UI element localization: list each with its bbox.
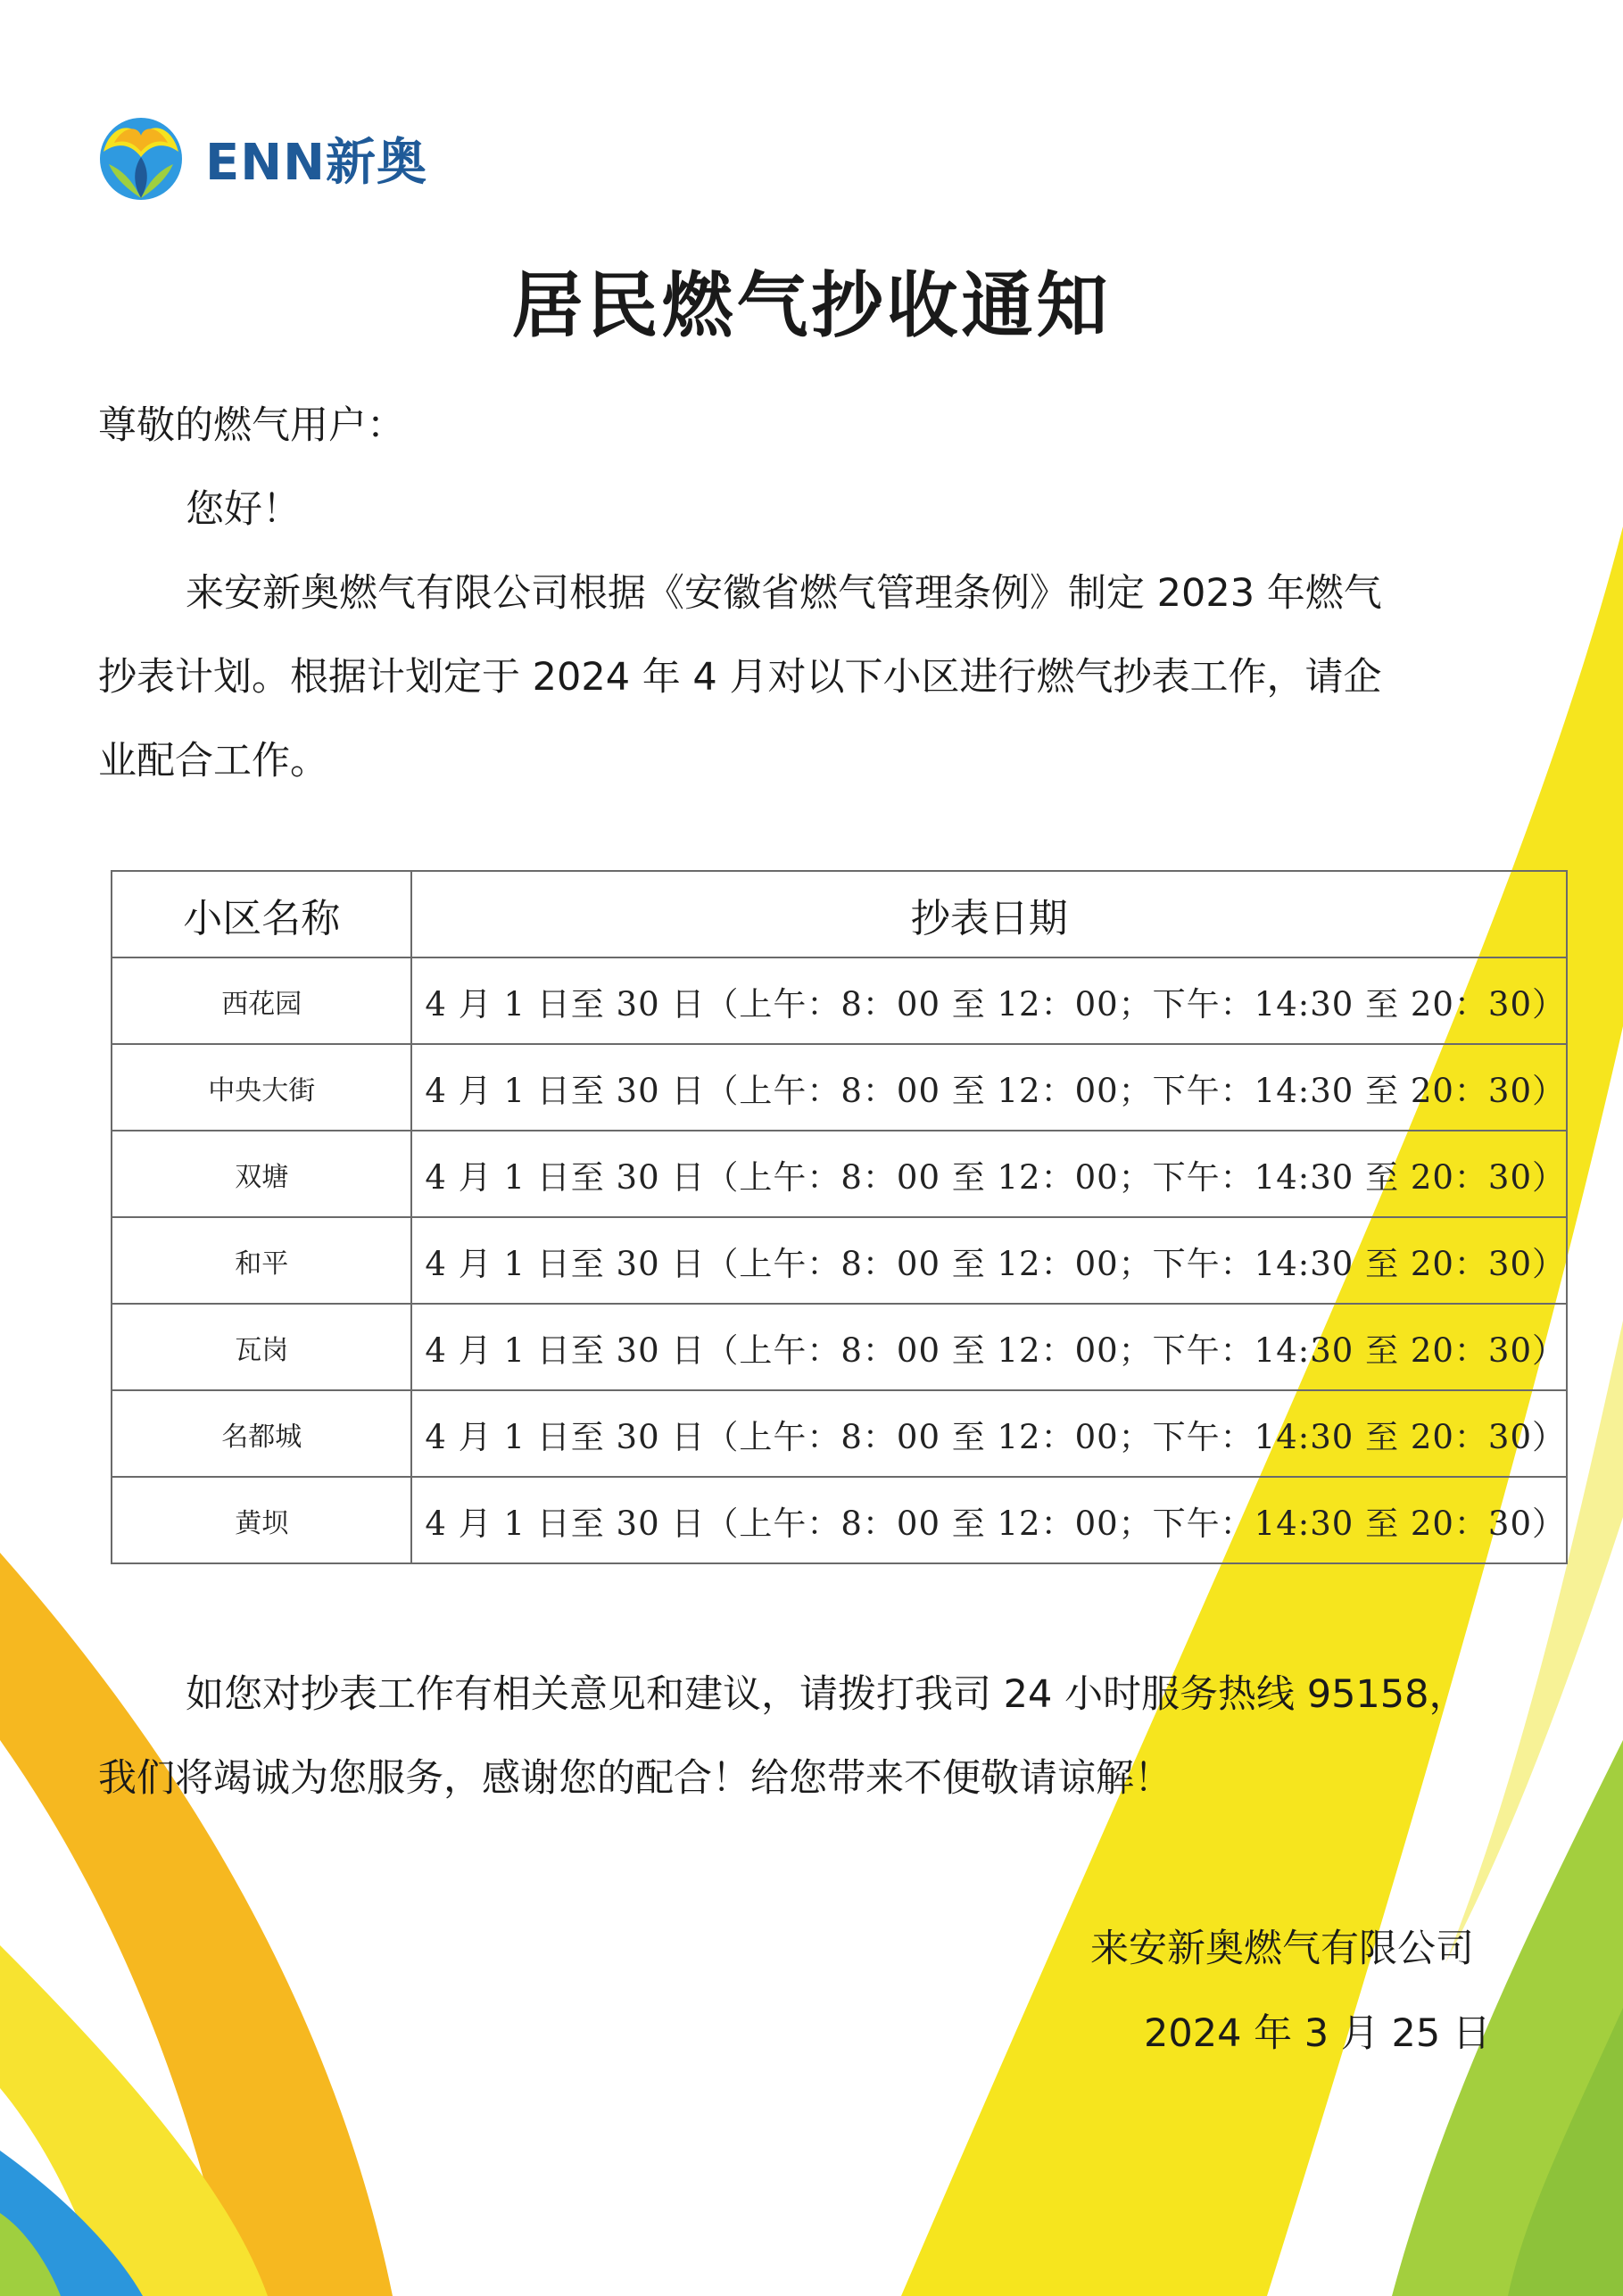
schedule-table: [111, 870, 1568, 1564]
signature-date: 2024 年 3 月 25 日: [1144, 2011, 1491, 2056]
reading-date: 4 月 1 日至 30 日（上午：8：00 至 12：00；下午：14:30 至 20：30）: [411, 1044, 1567, 1131]
table-row: [112, 1131, 1567, 1217]
community-name: 瓦岗: [112, 1304, 411, 1390]
reading-date: 4 月 1 日至 30 日（上午：8：00 至 12：00；下午：14:30 至 20：30）: [411, 1390, 1567, 1477]
greeting: 尊敬的燃气用户：: [98, 403, 405, 448]
table-row: [112, 1044, 1567, 1131]
table-row: [112, 957, 1567, 1044]
intro-line-2: 抄表计划。根据计划定于 2024 年 4 月对以下小区进行燃气抄表工作，请企: [98, 655, 1382, 700]
reading-date: 4 月 1 日至 30 日（上午：8：00 至 12：00；下午：14:30 至 20：30）: [411, 1304, 1567, 1390]
intro-line-3: 业配合工作。: [98, 739, 328, 783]
signature-company: 来安新奥燃气有限公司: [1090, 1927, 1474, 1971]
community-name: 黄坝: [112, 1477, 411, 1563]
hello-line: 您好！: [186, 487, 301, 532]
flower-icon: [96, 116, 186, 202]
community-name: 西花园: [112, 957, 411, 1044]
reading-date: 4 月 1 日至 30 日（上午：8：00 至 12：00；下午：14:30 至 20：30）: [411, 1477, 1567, 1563]
table-row: [112, 1217, 1567, 1304]
intro-line-1: 来安新奥燃气有限公司根据《安徽省燃气管理条例》制定 2023 年燃气: [186, 571, 1382, 616]
community-name: 中央大街: [112, 1044, 411, 1131]
table-row: [112, 1390, 1567, 1477]
reading-date: 4 月 1 日至 30 日（上午：8：00 至 12：00；下午：14:30 至 20：30）: [411, 957, 1567, 1044]
brand-logo: [96, 114, 427, 203]
table-row: [112, 1304, 1567, 1390]
reading-date: 4 月 1 日至 30 日（上午：8：00 至 12：00；下午：14:30 至 20：30）: [411, 1217, 1567, 1304]
table-header-row: [112, 871, 1567, 957]
table-row: [112, 1477, 1567, 1563]
header-reading-date: 抄表日期: [411, 871, 1567, 957]
community-name: 和平: [112, 1217, 411, 1304]
reading-date: 4 月 1 日至 30 日（上午：8：00 至 12：00；下午：14:30 至 20：30）: [411, 1131, 1567, 1217]
logo-text: ENN新奥: [205, 134, 427, 192]
community-name: 名都城: [112, 1390, 411, 1477]
page-title: 居民燃气抄收通知: [511, 264, 1112, 347]
closing-line-2: 我们将竭诚为您服务，感谢您的配合！给您带来不便敬请谅解！: [98, 1756, 1172, 1801]
header-community-name: 小区名称: [112, 871, 411, 957]
closing-line-1: 如您对抄表工作有相关意见和建议，请拨打我司 24 小时服务热线 95158，: [186, 1672, 1468, 1717]
community-name: 双塘: [112, 1131, 411, 1217]
